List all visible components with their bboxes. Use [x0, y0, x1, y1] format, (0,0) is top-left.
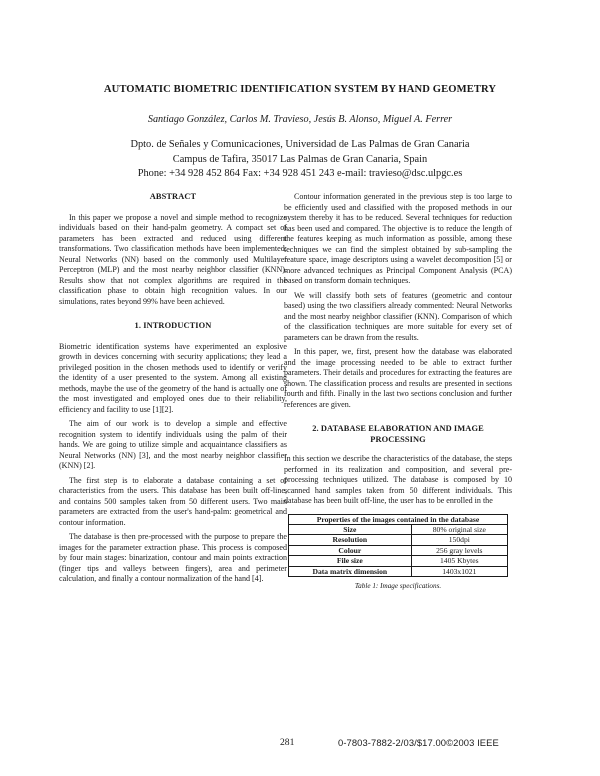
- intro-paragraph-3: The first step is to elaborate a database containing a set of characteristics from the users. This database has been built off-line, and contains 500 samples taken from 50 different users. Two main parameters are extracted from the user's hand-palm: geometrical and contour information.: [59, 475, 287, 527]
- table-value: 1403x1021: [411, 566, 507, 576]
- copyright-code: 0-7803-7882-2/03/$17.00©2003 IEEE: [338, 737, 499, 748]
- introduction-heading: 1. INTRODUCTION: [134, 321, 212, 330]
- table-row: [289, 535, 508, 545]
- table-value: 150dpi: [411, 535, 507, 545]
- table-header: Properties of the images contained in the database: [289, 514, 508, 524]
- table-key: Data matrix dimension: [289, 566, 412, 576]
- page-number: 281: [280, 737, 295, 748]
- table-row: [289, 556, 508, 566]
- table-value: 1405 Kbytes: [411, 556, 507, 566]
- database-paragraph: In this section we describe the characteristics of the database, the steps performed in its realization and composition, and several pre-processing techniques utilized. The database is composed by 10 scanned hand samples taken from 50 different individuals. This database has been built off-line, the user has to be enrolled in the: [284, 454, 512, 505]
- table-row: [289, 545, 508, 555]
- table-key: File size: [289, 556, 412, 566]
- table-row: [289, 524, 508, 534]
- affiliation-address: Campus de Tafira, 35017 Las Palmas de Gran Canaria, Spain: [172, 153, 428, 165]
- abstract-heading: ABSTRACT: [149, 192, 197, 201]
- intro-paragraph-1: Biometric identification systems have experimented an explosive growth in devices concerning with security applications; they lead a privileged position in the chosen methods used to identify or verify the identity of a user presented to the system. Among all existing methods, maybe the use of the geometry of the hand is actually one of the most investigated and employed ones due to their reliability, efficiency and facility to use [1][2].: [59, 341, 287, 414]
- table-key: Resolution: [289, 535, 412, 545]
- table-key: Colour: [289, 545, 412, 555]
- left-column: [59, 192, 287, 589]
- authors: Santiago González, Carlos M. Travieso, Jesús B. Alonso, Miguel A. Ferrer: [147, 114, 453, 125]
- affiliation-department: Dpto. de Señales y Comunicaciones, Universidad de Las Palmas de Gran Canaria: [130, 139, 470, 150]
- intro-paragraph-4: The database is then pre-processed with the purpose to prepare the images for the parameter extraction phase. This process is composed by four main stages: binarization, contour and main points extraction (finger tips and valleys between fingers), area and perimeter calculation, and finally a contour normalization of the hand [4].: [59, 532, 287, 583]
- table-value: 256 gray levels: [411, 545, 507, 555]
- table-caption: Table 1: Image specifications.: [354, 581, 442, 590]
- table-row: [289, 566, 508, 576]
- right-column: [284, 192, 512, 591]
- database-heading: 2. DATABASE ELABORATION AND IMAGE PROCESSING: [312, 424, 484, 444]
- table-header-row: [289, 514, 508, 524]
- table-key: Size: [289, 524, 412, 534]
- affiliation-contact: Phone: +34 928 452 864 Fax: +34 928 451 243 e-mail: travieso@dsc.ulpgc.es: [137, 168, 463, 180]
- table-value: 80% original size: [411, 524, 507, 534]
- classify-paragraph: We will classify both sets of features (geometric and contour based) using the two classifiers already commented: Neural Networks and the most nearby neighbor classifier (KNN). Comparison of which of the classification techniques are more suitable for every set of parameters can be drawn from the results.: [284, 290, 512, 342]
- paper-title: AUTOMATIC BIOMETRIC IDENTIFICATION SYSTEM BY HAND GEOMETRY: [103, 84, 497, 95]
- affiliation: [0, 138, 600, 182]
- abstract-text: In this paper we propose a novel and simple method to recognize individuals based on their hand-palm geometry. A compact set of parameters has been extracted and reduced using different transformations. Two classification methods have been implemented: Neural Networks (NN) based on the commonly used Multilayer Perceptron (MLP) and the most nearby neighbor classifier (KNN). Results show that not complex algorithms are required in the classification phase to obtain high recognition values. In our simulations, rates beyond 99% have been achieved.: [59, 212, 287, 306]
- image-spec-table: [288, 514, 508, 577]
- contour-paragraph: Contour information generated in the previous step is too large to be efficiently used and classified with the proposed methods in our system thereby it has to be reduced. Several techniques for reduction has been used and compared. The objective is to reduce the length of the features keeping as much information as possible, among these techniques we can find the simplest obtained by sub-sampling the feature space, image descriptors using a wavelet decomposition [5] or more advanced techniques as Principal Component Analysis (PCA) based on transform domain techniques.: [284, 192, 512, 285]
- intro-paragraph-2: The aim of our work is to develop a simple and effective recognition system to identify individuals using the palm of their hands. We are going to utilize simple and acquaintance classifiers as Neural Networks (NN) [3], and the most nearby neighbor classifier (KNN) [2].: [59, 419, 287, 470]
- overview-paragraph: In this paper, we, first, present how the database was elaborated and the image processing needed to be able to extract further parameters. Their details and procedures for extracting the features are shown. The classification process and results are presented in sections fourth and fifth. Finally in the last two sections conclusion and further references are given.: [284, 347, 512, 409]
